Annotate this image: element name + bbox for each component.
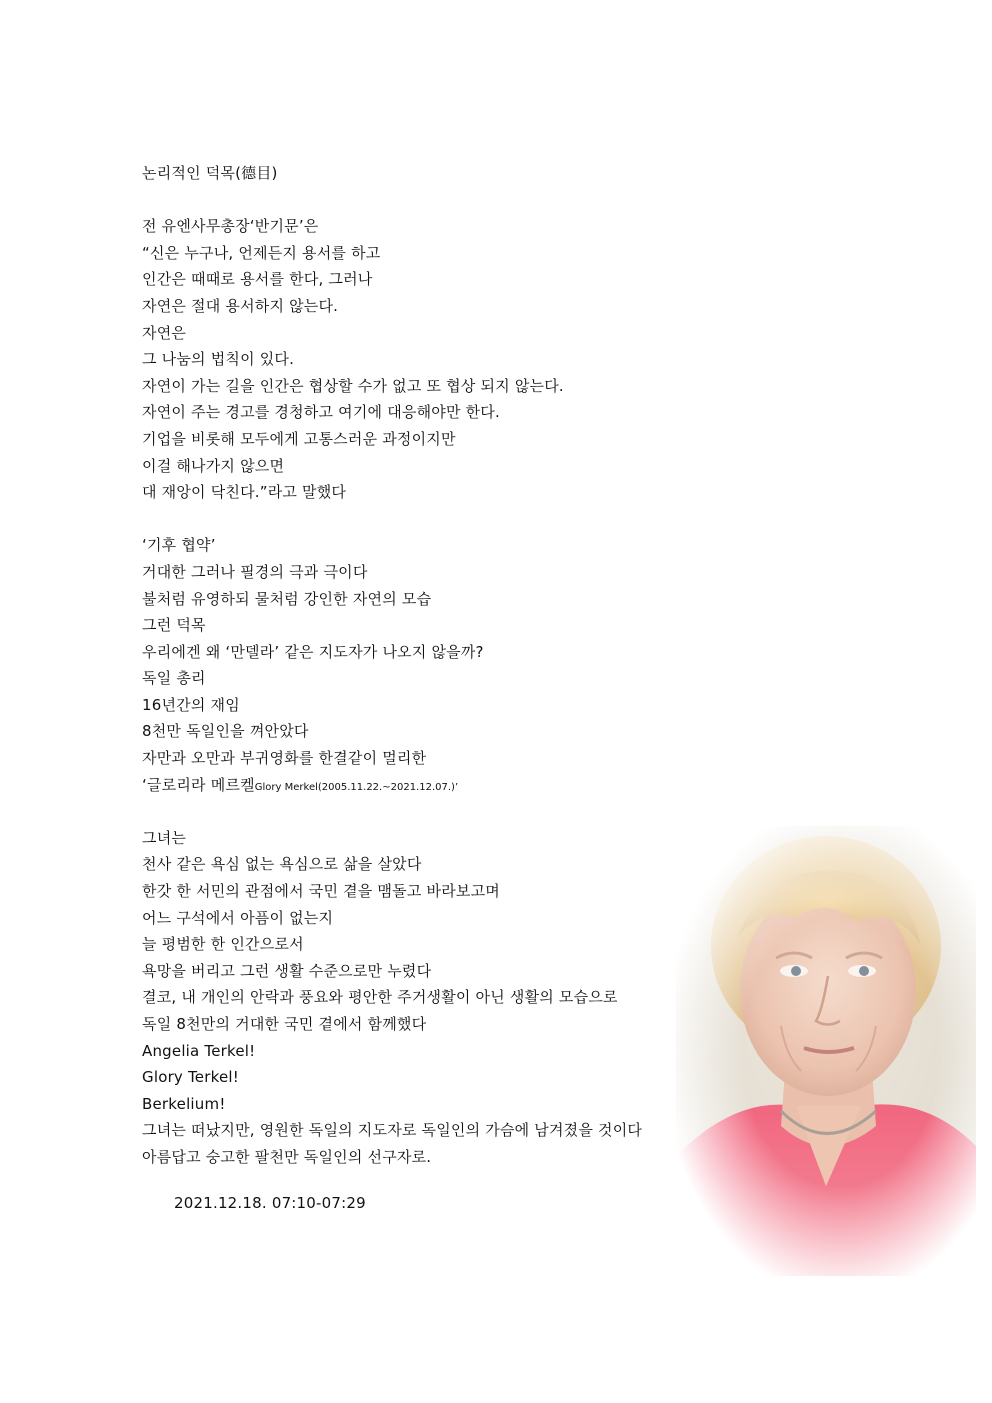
poem-line: 그녀는 떠났지만, 영원한 독일의 지도자로 독일인의 가슴에 남겨졌을 것이다 <box>142 1121 643 1140</box>
poem-line: Angelia Terkel! <box>142 1041 256 1060</box>
blank-line <box>142 187 782 214</box>
poem-line: 천사 같은 욕심 없는 욕심으로 삶을 살았다 <box>142 855 422 874</box>
poem-line: 전 유엔사무총장‘반기문’은 <box>142 217 319 236</box>
poem-line: 16년간의 재임 <box>142 695 240 714</box>
merkel-dates: Glory Merkel(2005.11.22.~2021.12.07.)’ <box>254 781 459 793</box>
poem-line: “신은 누구나, 언제든지 용서를 하고 <box>142 243 381 262</box>
poem-line: 그녀는 <box>142 828 187 847</box>
poem-line: 8천만 독일인을 껴안았다 <box>142 722 309 741</box>
poem-line: 결코, 내 개인의 안락과 풍요와 평안한 주거생활이 아닌 생활의 모습으로 <box>142 988 618 1007</box>
poem-line: Berkelium! <box>142 1094 226 1113</box>
poem-line: 이걸 해나가지 않으면 <box>142 456 285 475</box>
poem-title: 논리적인 덕목(德目) <box>142 164 278 182</box>
poem-line: 대 재앙이 닥친다.”라고 말했다 <box>142 483 347 502</box>
poem-line: 그 나눔의 법칙이 있다. <box>142 350 295 369</box>
blank-line <box>142 798 782 825</box>
poem-line: 인간은 때때로 용서를 한다, 그러나 <box>142 270 373 289</box>
poem-line: 자연은 <box>142 323 187 342</box>
poem-line: Glory Terkel! <box>142 1068 239 1087</box>
poem-line: ‘기후 협약’ <box>142 536 216 555</box>
poem-line: 자연은 절대 용서하지 않는다. <box>142 296 339 315</box>
poem-line: 불처럼 유영하되 물처럼 강인한 자연의 모습 <box>142 589 432 608</box>
poem-line: 욕망을 버리고 그런 생활 수준으로만 누렸다 <box>142 961 432 980</box>
poem-line: 자만과 오만과 부귀영화를 한결같이 멀리한 <box>142 749 427 768</box>
poem-line: 독일 8천만의 거대한 국민 곁에서 함께했다 <box>142 1015 427 1033</box>
blank-line <box>142 506 782 533</box>
portrait-illustration <box>676 826 976 1276</box>
poem-line: 자연이 주는 경고를 경청하고 여기에 대응해야만 한다. <box>142 403 500 422</box>
poem-line: 늘 평범한 한 인간으로서 <box>142 935 304 954</box>
merkel-name: ‘글로리라 메르켈 <box>142 775 255 794</box>
poem-line: 어느 구석에서 아픔이 없는지 <box>142 908 334 927</box>
written-date: 2021.12.18. 07:10-07:29 <box>174 1194 366 1212</box>
poem-line: 독일 총리 <box>142 669 206 688</box>
poem-line: 한갓 한 서민의 관점에서 국민 곁을 맴돌고 바라보고며 <box>142 882 500 901</box>
portrait-photo-icon <box>676 826 976 1276</box>
stanza-2 <box>142 532 782 798</box>
poem-line: 거대한 그러나 필경의 극과 극이다 <box>142 562 368 581</box>
poem-line-merkel <box>142 772 782 799</box>
poem-line: 그런 덕목 <box>142 616 206 635</box>
poem-line: 자연이 가는 길을 인간은 협상할 수가 없고 또 협상 되지 않는다. <box>142 376 564 395</box>
poem-line: 아름답고 숭고한 팔천만 독일인의 선구자로. <box>142 1147 432 1166</box>
poem-line: 우리에겐 왜 ‘만델라’ 같은 지도자가 나오지 않을까? <box>142 642 484 661</box>
poem-line: 기업을 비롯해 모두에게 고통스러운 과정이지만 <box>142 429 456 448</box>
stanza-1 <box>142 213 782 506</box>
